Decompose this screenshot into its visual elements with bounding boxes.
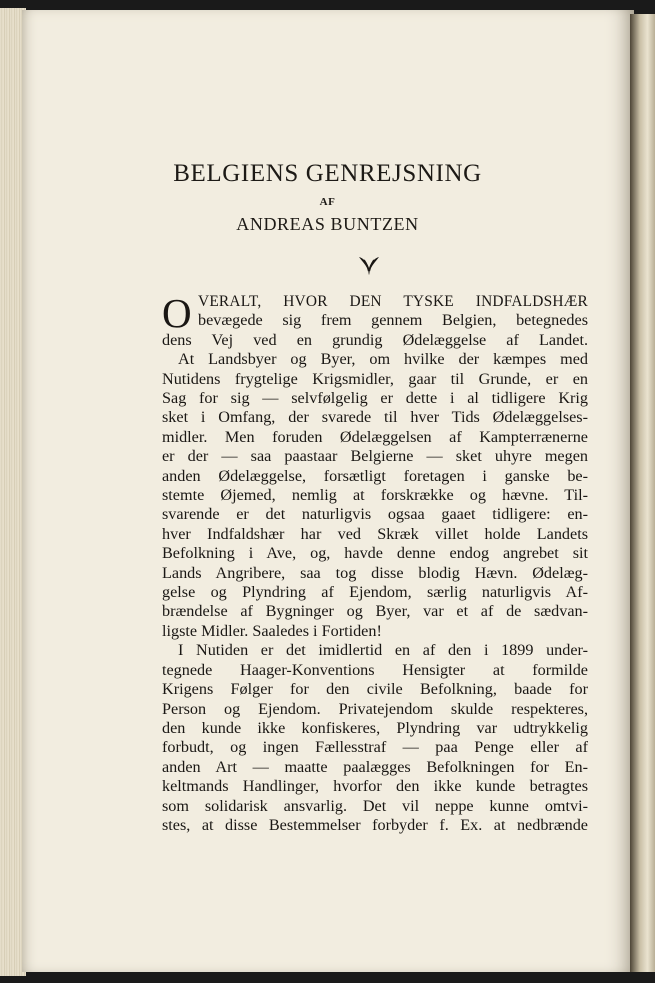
text-line: den kunde ikke konfiskeres, Plyndring var udtrykkelig — [162, 718, 588, 737]
text-line: dens Vej ved en grundig Ødelæggelse af Landet. — [162, 330, 588, 349]
author-name: ANDREAS BUNTZEN — [236, 214, 419, 234]
opening-paragraph — [162, 290, 588, 336]
text-line: Befolkning i Ave, og, havde denne endog angrebet sit — [162, 544, 588, 563]
text-line: Sag for sig — selvfølgelig er dette i al tidligere Krig — [162, 389, 588, 408]
drop-cap: O — [162, 290, 192, 336]
text-line: brændelse af Bygninger og Byer, var et af de sædvan- — [162, 602, 588, 621]
text-line: stemte Øjemed, nemlig at forskrække og hævne. Til- — [162, 486, 588, 505]
text-line: som solidarisk ansvarlig. Det vil neppe kunne omtvi- — [162, 796, 588, 815]
text-line: Krigens Følger for den civile Befolkning, baade for — [162, 680, 588, 699]
body-text — [162, 292, 588, 835]
text-line: er der — saa paastaar Belgierne — sket uhyre megen — [162, 447, 588, 466]
text-line: midler. Men foruden Ødelæggelsen af Kampterrænerne — [162, 427, 588, 446]
text-line: tegnede Haager-Konventions Hensigter at formilde — [162, 660, 588, 679]
text-line: ligste Midler. Saaledes i Fortiden! — [162, 621, 382, 640]
leaf-ornament-icon — [358, 254, 380, 276]
book-spine-edge — [630, 14, 655, 972]
text-line: I Nutiden er det imidlertid en af den i 1899 under- — [178, 641, 588, 660]
article-title: BELGIENS GENREJSNING — [173, 160, 482, 187]
text-line: VERALT, HVOR DEN TYSKE INDFALDSHÆR — [198, 293, 588, 310]
byline-af: AF — [319, 196, 336, 208]
text-line: keltmands Handlinger, hvorfor den ikke kunde betragtes — [162, 777, 588, 796]
text-line: Person og Ejendom. Privatejendom skulde respekteres, — [162, 699, 588, 718]
text-line: Nutidens frygtelige Krigsmidler, gaar til Grunde, er en — [162, 369, 588, 388]
text-line: At Landsbyer og Byer, om hvilke der kæmpes med — [178, 350, 588, 369]
text-line: anden Ødelæggelse, forsætligt foretagen i ganske be- — [162, 466, 588, 485]
text-line: bevægede sig frem gennem Belgien, betegnedes — [198, 311, 588, 330]
text-line: svarende er det naturligvis ogsaa gaaet tidligere: en- — [162, 505, 588, 524]
text-line: gelse og Plyndring af Ejendom, særlig naturligvis Af- — [162, 583, 588, 602]
text-line: Lands Angribere, saa tog disse blodig Hævn. Ødelæg- — [162, 563, 588, 582]
text-line: sket i Omfang, der svarede til hver Tids Ødelæggelses- — [162, 408, 588, 427]
text-line: anden Art — maatte paalægges Befolkningen for En- — [162, 757, 588, 776]
text-line: hver Indfaldshær har ved Skræk villet holde Landets — [162, 524, 588, 543]
text-line: forbudt, og ingen Fællesstraf — paa Penge eller af — [162, 738, 588, 757]
text-line: stes, at disse Bestemmelser forbyder f. Ex. at nedbrænde — [162, 815, 588, 834]
